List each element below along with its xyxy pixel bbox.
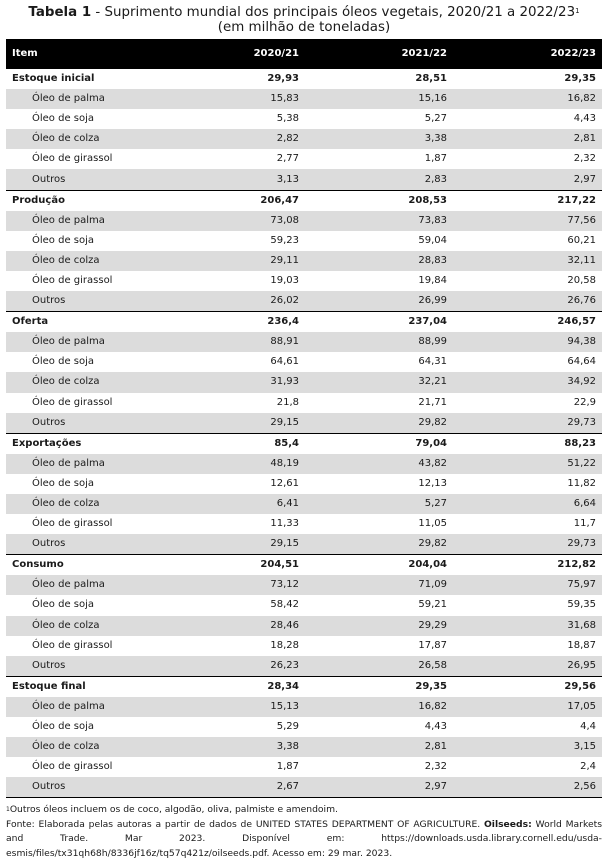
row-value: 15,13 bbox=[195, 697, 305, 717]
row-value: 73,12 bbox=[195, 575, 305, 595]
row-value: 5,27 bbox=[305, 494, 453, 514]
header-2020-21: 2020/21 bbox=[195, 39, 305, 69]
table-row bbox=[6, 251, 602, 271]
row-label: Óleo de colza bbox=[6, 616, 195, 636]
row-value: 21,71 bbox=[418, 396, 447, 408]
table-row bbox=[6, 454, 602, 474]
row-value: 3,38 bbox=[305, 129, 453, 149]
row-value: 48,19 bbox=[195, 454, 305, 474]
row-value: 5,27 bbox=[424, 113, 447, 125]
group-label: Exportações bbox=[6, 433, 195, 454]
table-row bbox=[6, 757, 602, 777]
row-value: 29,15 bbox=[195, 534, 305, 555]
row-label: Outros bbox=[6, 534, 195, 555]
row-value: 18,87 bbox=[567, 639, 596, 651]
source-prefix: Fonte: Elaborada pelas autoras a partir de dados de UNITED STATES DEPARTMENT OF AGRICULTURE. bbox=[6, 818, 484, 830]
row-value: 88,99 bbox=[305, 332, 453, 352]
table-row bbox=[6, 616, 602, 636]
table-row bbox=[6, 211, 602, 231]
row-value: 29,82 bbox=[305, 534, 453, 555]
row-value: 88,91 bbox=[195, 332, 305, 352]
row-value: 11,82 bbox=[567, 477, 596, 489]
row-value: 64,31 bbox=[418, 356, 447, 368]
row-value: 64,64 bbox=[567, 356, 596, 368]
table-row bbox=[6, 717, 602, 737]
row-value: 15,83 bbox=[195, 89, 305, 109]
footnote bbox=[6, 803, 602, 818]
table-row bbox=[6, 737, 602, 757]
table-row-group bbox=[6, 555, 602, 576]
group-value: 237,04 bbox=[305, 312, 453, 333]
row-label: Óleo de girassol bbox=[32, 518, 113, 530]
row-label: Outros bbox=[6, 291, 195, 312]
group-label: Estoque final bbox=[6, 676, 195, 697]
row-label: Óleo de colza bbox=[6, 737, 195, 757]
row-value: 4,43 bbox=[424, 721, 447, 733]
table-row bbox=[6, 332, 602, 352]
row-value: 28,83 bbox=[305, 251, 453, 271]
table-header-row bbox=[6, 39, 602, 69]
row-value: 43,82 bbox=[305, 454, 453, 474]
row-value: 4,43 bbox=[573, 113, 596, 125]
table-row-group bbox=[6, 676, 602, 697]
table-title bbox=[6, 5, 602, 35]
row-label: Óleo de girassol bbox=[32, 274, 113, 286]
row-value: 26,23 bbox=[195, 656, 305, 677]
table-row bbox=[6, 291, 602, 312]
row-value: 29,82 bbox=[305, 413, 453, 434]
row-label: Outros bbox=[6, 169, 195, 190]
group-value: 246,57 bbox=[453, 312, 602, 333]
group-value: 217,22 bbox=[453, 190, 602, 211]
row-value: 19,84 bbox=[418, 274, 447, 286]
row-label: Óleo de soja bbox=[32, 356, 95, 368]
row-value: 31,68 bbox=[453, 616, 602, 636]
row-value: 73,83 bbox=[305, 211, 453, 231]
row-label: Outros bbox=[6, 656, 195, 677]
row-label: Óleo de girassol bbox=[32, 639, 113, 651]
row-value: 34,92 bbox=[453, 372, 602, 392]
table-row-group bbox=[6, 69, 602, 90]
row-value: 11,05 bbox=[418, 518, 447, 530]
row-label: Óleo de colza bbox=[6, 494, 195, 514]
row-value: 17,05 bbox=[453, 697, 602, 717]
row-value: 2,32 bbox=[573, 153, 596, 165]
row-value: 59,04 bbox=[418, 234, 447, 246]
row-value: 2,97 bbox=[453, 169, 602, 190]
row-value: 15,16 bbox=[305, 89, 453, 109]
row-label: Óleo de colza bbox=[6, 251, 195, 271]
table-row bbox=[6, 129, 602, 149]
table-row bbox=[6, 169, 602, 190]
row-value: 6,64 bbox=[453, 494, 602, 514]
table-row bbox=[6, 595, 602, 615]
table-row bbox=[6, 231, 602, 251]
row-value: 31,93 bbox=[195, 372, 305, 392]
table-row bbox=[6, 372, 602, 392]
row-value: 6,41 bbox=[195, 494, 305, 514]
row-label: Óleo de palma bbox=[6, 454, 195, 474]
row-label: Óleo de colza bbox=[6, 129, 195, 149]
row-value: 29,11 bbox=[195, 251, 305, 271]
group-value: 88,23 bbox=[453, 433, 602, 454]
source-bold: Oilseeds: bbox=[483, 818, 532, 830]
row-value: 2,77 bbox=[276, 153, 299, 165]
row-value: 19,03 bbox=[270, 274, 299, 286]
row-value: 18,28 bbox=[270, 639, 299, 651]
table-row bbox=[6, 271, 602, 291]
table-row-group bbox=[6, 312, 602, 333]
group-label: Consumo bbox=[6, 555, 195, 576]
group-value: 29,35 bbox=[305, 676, 453, 697]
row-value: 5,38 bbox=[276, 113, 299, 125]
source-suffix: World Markets and Trade. Mar 2023. Disponível em: https://downloads.usda.library.cornell.edu/usda-esmis/files/tx31qh68h/8336jf16z/tq57q421z/oilseeds.pdf. Acesso em: 29 mar. 2023. bbox=[6, 818, 602, 859]
row-value: 3,38 bbox=[195, 737, 305, 757]
row-value: 2,83 bbox=[305, 169, 453, 190]
row-value: 77,56 bbox=[453, 211, 602, 231]
row-value: 29,15 bbox=[195, 413, 305, 434]
row-value: 17,87 bbox=[418, 639, 447, 651]
row-value: 51,22 bbox=[453, 454, 602, 474]
table-row bbox=[6, 149, 602, 169]
row-value: 16,82 bbox=[305, 697, 453, 717]
group-label: Estoque inicial bbox=[6, 69, 195, 90]
row-value: 28,46 bbox=[195, 616, 305, 636]
group-value: 29,35 bbox=[453, 69, 602, 90]
row-value: 11,33 bbox=[270, 518, 299, 530]
row-value: 26,58 bbox=[305, 656, 453, 677]
row-value: 3,15 bbox=[453, 737, 602, 757]
table-body bbox=[6, 69, 602, 798]
row-value: 20,58 bbox=[567, 274, 596, 286]
row-value: 4,4 bbox=[580, 721, 596, 733]
group-value: 208,53 bbox=[305, 190, 453, 211]
group-value: 206,47 bbox=[195, 190, 305, 211]
row-value: 29,29 bbox=[305, 616, 453, 636]
table-row bbox=[6, 777, 602, 798]
group-value: 29,56 bbox=[453, 676, 602, 697]
header-item: Item bbox=[6, 39, 195, 69]
table-label: Tabela 1 bbox=[28, 5, 92, 20]
table-row bbox=[6, 89, 602, 109]
group-value: 28,34 bbox=[195, 676, 305, 697]
row-value: 2,4 bbox=[580, 761, 596, 773]
table-row bbox=[6, 575, 602, 595]
row-value: 59,23 bbox=[270, 234, 299, 246]
row-label: Óleo de girassol bbox=[32, 396, 113, 408]
row-value: 60,21 bbox=[567, 234, 596, 246]
row-label: Óleo de soja bbox=[32, 234, 95, 246]
row-value: 94,38 bbox=[453, 332, 602, 352]
row-value: 21,8 bbox=[276, 396, 299, 408]
row-value: 2,56 bbox=[453, 777, 602, 798]
row-value: 75,97 bbox=[453, 575, 602, 595]
table-row-group bbox=[6, 190, 602, 211]
row-label: Óleo de soja bbox=[32, 477, 95, 489]
row-value: 29,73 bbox=[453, 534, 602, 555]
document-page bbox=[6, 0, 602, 861]
row-value: 29,73 bbox=[453, 413, 602, 434]
header-2022-23: 2022/23 bbox=[453, 39, 602, 69]
row-value: 2,82 bbox=[195, 129, 305, 149]
group-value: 212,82 bbox=[453, 555, 602, 576]
row-label: Óleo de colza bbox=[6, 372, 195, 392]
table-row bbox=[6, 352, 602, 372]
row-label: Outros bbox=[6, 777, 195, 798]
row-label: Óleo de soja bbox=[32, 721, 95, 733]
footnote-mark: 1 bbox=[6, 806, 10, 814]
group-value: 204,51 bbox=[195, 555, 305, 576]
title-footnote-mark: 1 bbox=[575, 7, 580, 15]
header-2021-22: 2021/22 bbox=[305, 39, 453, 69]
row-value: 3,13 bbox=[195, 169, 305, 190]
oil-supply-table bbox=[6, 39, 602, 798]
row-value: 12,61 bbox=[270, 477, 299, 489]
row-label: Óleo de palma bbox=[6, 575, 195, 595]
row-value: 64,61 bbox=[270, 356, 299, 368]
table-row bbox=[6, 413, 602, 434]
row-value: 32,11 bbox=[453, 251, 602, 271]
row-value: 1,87 bbox=[276, 761, 299, 773]
source-note bbox=[6, 818, 602, 862]
row-value: 5,29 bbox=[276, 721, 299, 733]
row-label: Óleo de palma bbox=[6, 89, 195, 109]
row-value: 73,08 bbox=[195, 211, 305, 231]
table-row bbox=[6, 109, 602, 129]
table-row bbox=[6, 636, 602, 656]
row-value: 59,21 bbox=[418, 599, 447, 611]
row-value: 32,21 bbox=[305, 372, 453, 392]
table-row bbox=[6, 514, 602, 534]
row-label: Óleo de soja bbox=[32, 599, 95, 611]
table-row bbox=[6, 534, 602, 555]
row-value: 2,81 bbox=[453, 129, 602, 149]
group-value: 79,04 bbox=[305, 433, 453, 454]
row-value: 2,97 bbox=[305, 777, 453, 798]
row-value: 26,76 bbox=[453, 291, 602, 312]
row-label: Óleo de soja bbox=[32, 113, 95, 125]
row-label: Óleo de palma bbox=[6, 332, 195, 352]
row-value: 16,82 bbox=[453, 89, 602, 109]
row-value: 26,95 bbox=[453, 656, 602, 677]
table-notes bbox=[6, 803, 602, 861]
table-row-group bbox=[6, 433, 602, 454]
group-value: 29,93 bbox=[195, 69, 305, 90]
table-row bbox=[6, 656, 602, 677]
group-value: 204,04 bbox=[305, 555, 453, 576]
row-value: 2,32 bbox=[424, 761, 447, 773]
row-label: Óleo de girassol bbox=[32, 153, 113, 165]
row-value: 26,02 bbox=[195, 291, 305, 312]
group-label: Oferta bbox=[6, 312, 195, 333]
row-value: 1,87 bbox=[424, 153, 447, 165]
row-value: 59,35 bbox=[567, 599, 596, 611]
table-title-text: - Suprimento mundial dos principais óleos vegetais, 2020/21 a 2022/23 bbox=[91, 5, 576, 20]
footnote-text: Outros óleos incluem os de coco, algodão, oliva, palmiste e amendoim. bbox=[9, 804, 338, 816]
row-value: 22,9 bbox=[573, 396, 596, 408]
row-label: Óleo de girassol bbox=[32, 761, 113, 773]
row-value: 26,99 bbox=[305, 291, 453, 312]
row-value: 71,09 bbox=[305, 575, 453, 595]
table-subtitle: (em milhão de toneladas) bbox=[217, 20, 391, 35]
group-value: 28,51 bbox=[305, 69, 453, 90]
row-value: 11,7 bbox=[573, 518, 596, 530]
table-row bbox=[6, 474, 602, 494]
row-value: 58,42 bbox=[270, 599, 299, 611]
group-value: 85,4 bbox=[195, 433, 305, 454]
row-value: 2,67 bbox=[195, 777, 305, 798]
group-label: Produção bbox=[6, 190, 195, 211]
table-row bbox=[6, 697, 602, 717]
row-label: Óleo de palma bbox=[6, 211, 195, 231]
table-row bbox=[6, 393, 602, 413]
row-value: 2,81 bbox=[305, 737, 453, 757]
group-value: 236,4 bbox=[195, 312, 305, 333]
table-row bbox=[6, 494, 602, 514]
row-value: 12,13 bbox=[418, 477, 447, 489]
row-label: Outros bbox=[6, 413, 195, 434]
row-label: Óleo de palma bbox=[6, 697, 195, 717]
